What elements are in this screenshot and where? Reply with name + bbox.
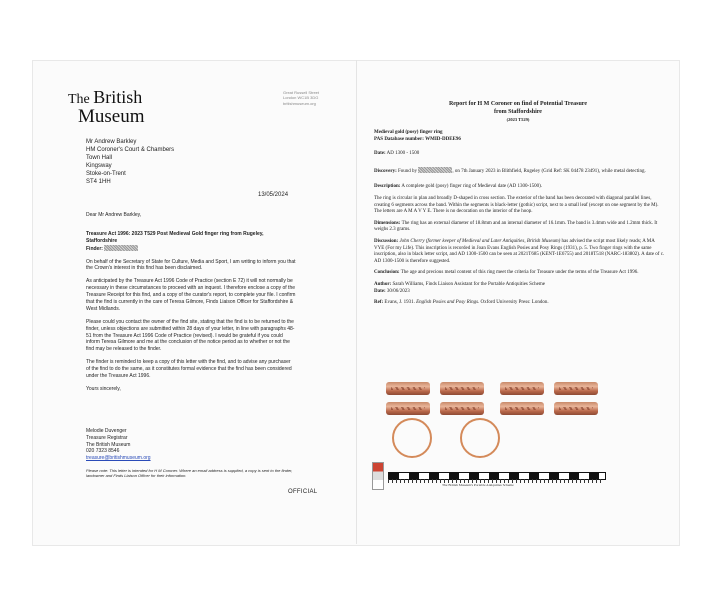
recipient-address: [86, 138, 174, 187]
ring-band-view: [440, 402, 484, 415]
ring-band-view: [500, 382, 544, 395]
salutation: Dear Mr Andrew Barkley,: [86, 212, 142, 218]
email-link[interactable]: treasure@britishmuseum.org: [86, 455, 151, 461]
official-marking: OFFICIAL: [288, 489, 318, 495]
report-title-line: from Staffordshire: [494, 108, 542, 115]
report-title: [360, 101, 676, 122]
museum-address: [283, 90, 319, 106]
letter-paragraph: The finder is reminded to keep a copy of this letter with the find, and to advise any purchaser of the find to do the same, as it constitutes formal evidence that the find has been considered under the Treasure Act 1996.: [86, 359, 292, 380]
ring-band-view: [554, 402, 598, 415]
recipient-line: Kingsway: [86, 163, 112, 170]
letter-body: [86, 212, 296, 399]
signoff-line: Melodie Duvenger: [86, 428, 127, 434]
ring-hoop-view: [460, 418, 500, 458]
redacted-name: [418, 167, 452, 173]
british-museum-logo: The British Museum: [68, 87, 145, 127]
description-line: Description: A complete gold (posy) finger ring of Medieval date (AD 1300-1500).: [374, 184, 543, 190]
finder-label: Finder:: [86, 245, 103, 252]
pas-number-line: PAS Database number: WMID-DDEE96: [374, 136, 461, 142]
report-body: [374, 130, 666, 312]
museum-address-line: London WC1B 3DG: [283, 95, 319, 101]
ring-band-view: [554, 382, 598, 395]
conclusion-line: Conclusion: The age and precious metal content of this ring meet the criteria for Treasure under the terms of the Treasure Act 1996.: [374, 270, 639, 276]
ring-hoop-view: [392, 418, 432, 458]
letter-subject: [86, 231, 296, 253]
author-line: Author: Sarah Williams, Finds Liaison Assistant for the Portable Antiquities Scheme: [374, 281, 545, 287]
subject-line: Treasure Act 1996: 2023 T529 Post Medieval Gold finger ring from Rugeley, Staffordshire: [86, 230, 264, 244]
letter-paragraph: Please could you contact the owner of the find site, stating that the find is to be returned to the finder, unless objections are submitted within 28 days of your letter, in line with paragraphs 48-51 from the Treasure Act 1996 Code of Practice (revised). I would be grateful if you could inform Teresa Gilmore and me at the conclusion of the notice period as to whether or not the find may be released to the finder.: [86, 318, 295, 353]
recipient-line: HM Coroner's Court & Chambers: [86, 147, 175, 154]
discovery-line: Discovery: Found by , on 7th January 2023 in Blithfield, Rugeley (Grid Ref: SK 04478 23491), while metal detecting.: [374, 168, 646, 174]
ring-band-view: [440, 382, 484, 395]
signoff-line: The British Museum: [86, 441, 131, 448]
report-header: [374, 130, 666, 143]
recipient-line: ST4 1HH: [86, 179, 111, 186]
redacted-name: [104, 245, 138, 251]
recipient-line: Town Hall: [86, 155, 113, 162]
scale-caption: The British Museum's Portable Antiquities Scheme: [442, 483, 514, 487]
closing: Yours sincerely,: [86, 385, 121, 392]
recipient-line: Stoke-on-Trent: [86, 171, 126, 178]
letter-paragraph: As anticipated by the Treasure Act 1996 Code of Practice (section E 72) it will not normally be necessary in these circumstances to proceed with an inquest. I therefore enclose a copy of the Treasure Receipt for this find, and a copy of the curator's report, to complete your file. I confirm that the find is currently in the care of Teresa Gilmore, Finds Liaison Officer for Staffordshire & West Midlands.: [86, 278, 296, 312]
signature-block: [86, 428, 151, 462]
recipient-line: Mr Andrew Barkley: [86, 139, 137, 145]
ring-band-view: [386, 382, 430, 395]
signoff-line: Treasure Registrar: [86, 434, 128, 441]
letter-paragraph: On behalf of the Secretary of State for Culture, Media and Sport, I am writing to inform you that the Crown's interest in this find has been disclaimed.: [86, 258, 296, 272]
letter-date: 13/05/2024: [258, 192, 289, 198]
ring-band-view: [386, 402, 430, 415]
signoff-line: 020 7323 8546: [86, 448, 120, 455]
report-title-line: Report for H M Coroner on find of Potential Treasure: [448, 101, 588, 107]
dimensions-line: Dimensions: The ring has an external diameter of 18.8mm and an internal diameter of 16.1mm. The band is 3.4mm wide and 1.2mm thick. It weighs 2.3 grams.: [374, 220, 658, 233]
letter-footnote: Please note: This letter is intended for H M Coroner. Where an email address is supplied, a copy is sent to the finder, landowner and Finds Liaison Officer for their information.: [86, 468, 293, 479]
scale-bar: [382, 470, 608, 490]
reference-line: Ref: Evans, J. 1931. English Posies and Posy Rings. Oxford University Press: London.: [374, 300, 549, 306]
report-date-line: Date: 30/06/2023: [374, 288, 410, 294]
object-name: Medieval gold (posy) finger ring: [374, 130, 443, 135]
date-line: Date: AD 1300 - 1500: [374, 151, 420, 157]
ring-band-view: [500, 402, 544, 415]
discussion-line: Discussion: John Cherry (former keeper of Medieval and Later Antiquities, British Museum) has advised the script most likely reads; A MA VYE (For my Life). This inscription is recorded in Joan Evans English Posies and Posy Rings (1931), p. 5. Two finger rings with the same inscription, also in black letter script, and AD 1300-1500 can be seen at 2021T685 (KENT-1E6755) and 2018T518 (NARC-183802). A date of c. AD 1300-1500 is therefore suggested.: [374, 238, 665, 264]
page-fold: [356, 60, 357, 544]
museum-address-line: britishmuseum.org: [283, 100, 316, 106]
finder-line: [86, 245, 296, 253]
report-year: (2023 T529): [506, 116, 530, 122]
museum-address-line: Great Russell Street: [283, 90, 320, 95]
description-body: The ring is circular in plan and broadly D-shaped in cross section. The exterior of the band has been decorated with diagonal parallel lines, creating 6 segments across the band. Within the segments is black-letter (gothic) script, next to a small leaf (except on one segment by the M). The letters are A M A V Y E. There is no decoration on the interior of the hoop.: [374, 195, 659, 215]
